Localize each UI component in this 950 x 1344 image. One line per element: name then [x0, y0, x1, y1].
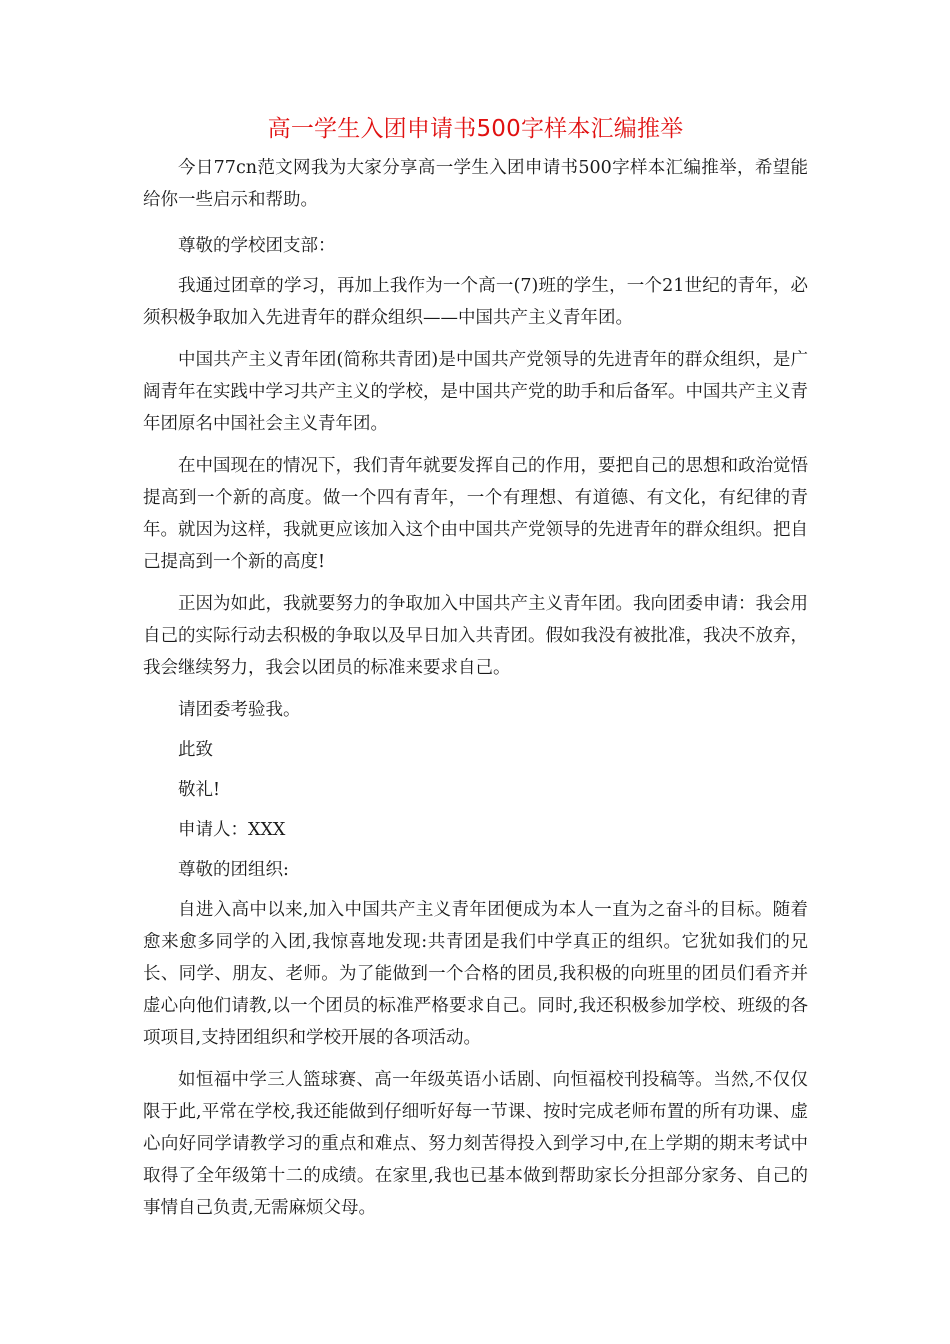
document-title: 高一学生入团申请书500字样本汇编推举: [267, 116, 684, 142]
body-paragraph: 中国共产主义青年团(简称共青团)是中国共产党领导的先进青年的群众组织，是广阔青年在实践中学习共产主义的学校，是中国共产党的助手和后备军。中国共产主义青年团原名中国社会主义青年团。: [143, 350, 808, 434]
closing-line: 此致: [178, 740, 213, 760]
document-page: [143, 112, 808, 1234]
body-paragraph: 我通过团章的学习，再加上我作为一个高一(7)班的学生，一个21世纪的青年，必须积极争取加入先进青年的群众组织——中国共产主义青年团。: [143, 276, 808, 328]
intro-paragraph: 今日77cn范文网我为大家分享高一学生入团申请书500字样本汇编推举，希望能给你一些启示和帮助。: [143, 158, 808, 210]
request-line: 请团委考验我。: [178, 700, 301, 720]
regards-line: 敬礼!: [178, 780, 221, 800]
body-paragraph: 正因为如此，我就要努力的争取加入中国共产主义青年团。我向团委申请：我会用自己的实际行动去积极的争取以及早日加入共青团。假如我没有被批准，我决不放弃，我会继续努力，我会以团员的标准来要求自己。: [143, 594, 808, 678]
body-paragraph: 自进入高中以来,加入中国共产主义青年团便成为本人一直为之奋斗的目标。随着愈来愈多同学的入团,我惊喜地发现:共青团是我们中学真正的组织。它犹如我们的兄长、同学、朋友、老师。为了能做到一个合格的团员,我积极的向班里的团员们看齐并虚心向他们请教,以一个团员的标准严格要求自己。同时,我还积极参加学校、班级的各项项目,支持团组织和学校开展的各项活动。: [143, 900, 808, 1048]
body-paragraph: 如恒福中学三人篮球赛、高一年级英语小话剧、向恒福校刊投稿等。当然,不仅仅限于此,平常在学校,我还能做到仔细听好每一节课、按时完成老师布置的所有功课、虚心向好同学请教学习的重点和难点、努力刻苦得投入到学习中,在上学期的期末考试中取得了全年级第十二的成绩。在家里,我也已基本做到帮助家长分担部分家务、自己的事情自己负责,无需麻烦父母。: [143, 1070, 808, 1218]
salutation-school-branch: 尊敬的学校团支部：: [178, 236, 336, 256]
applicant-line: 申请人：XXX: [178, 820, 286, 840]
body-paragraph: 在中国现在的情况下，我们青年就要发挥自己的作用，要把自己的思想和政治觉悟提高到一个新的高度。做一个四有青年，一个有理想、有道德、有文化，有纪律的青年。就因为这样，我就更应该加入这个由中国共产党领导的先进青年的群众组织。把自己提高到一个新的高度!: [143, 456, 808, 572]
salutation-organization: 尊敬的团组织:: [178, 860, 289, 880]
